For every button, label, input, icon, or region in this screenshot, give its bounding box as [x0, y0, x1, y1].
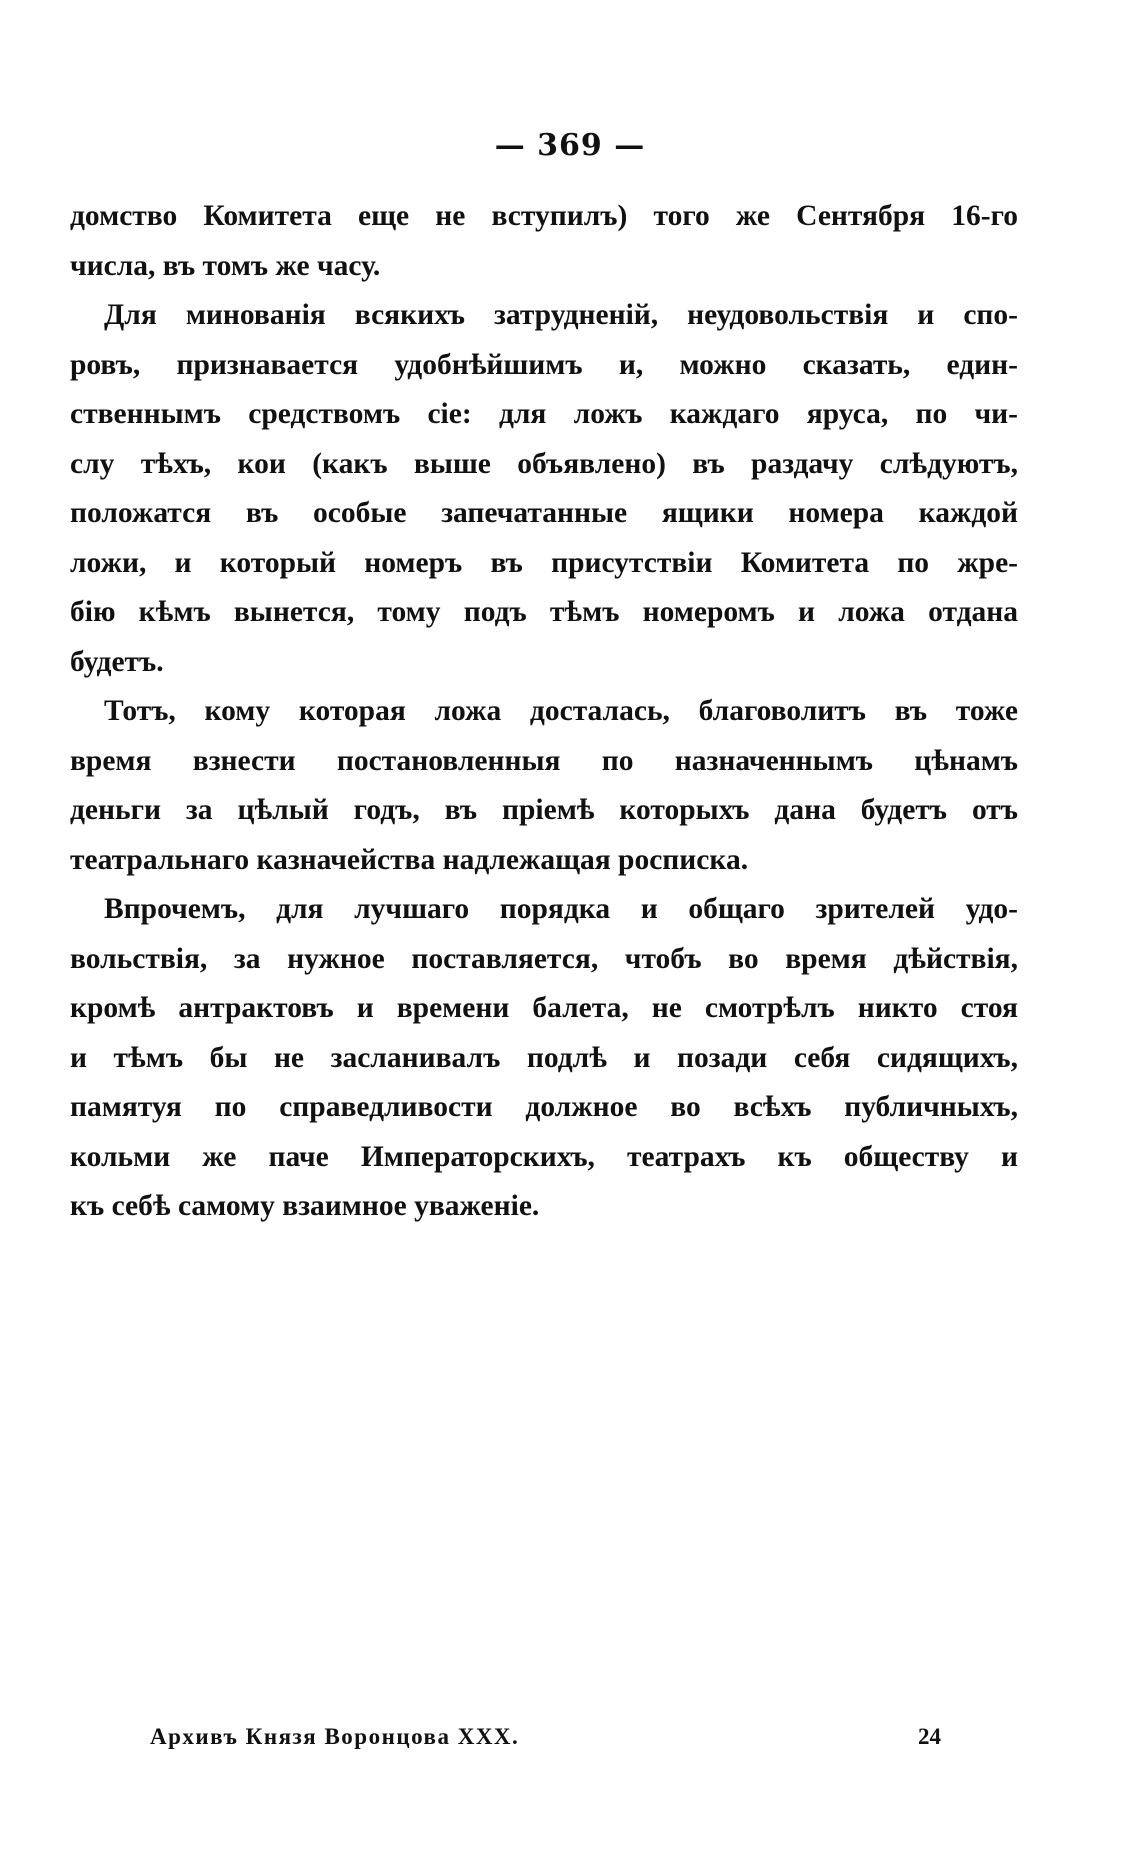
text-line: и тѣмъ бы не засланивалъ подлѣ и позади себя сидящихъ,	[70, 1041, 1018, 1074]
signature-mark: 24	[918, 1724, 941, 1749]
text-line: вольствія, за нужное поставляется, чтобъ во время дѣйствія,	[70, 942, 1018, 975]
text-line: кольми же паче Императорскихъ, театрахъ къ обществу и	[70, 1140, 1018, 1173]
paragraph	[70, 885, 1018, 1232]
text-line: положатся въ особые запечатанные ящики номера каждой	[70, 497, 1018, 529]
text-line: бію кѣмъ вынется, тому подъ тѣмъ номеромъ и ложа отдана	[70, 596, 1018, 628]
paragraph	[70, 687, 1018, 885]
text-line: Для минованія всякихъ затрудненій, неудовольствія и спо-	[104, 299, 1018, 331]
footer-title: Архивъ Князя Воронцова XXX.	[150, 1724, 520, 1749]
text-line: Тотъ, кому которая ложа досталась, благоволитъ въ тоже	[104, 695, 1018, 727]
text-line: будетъ.	[70, 645, 164, 678]
text-line: слу тѣхъ, кои (какъ выше объявлено) въ раздачу слѣдуютъ,	[70, 447, 1018, 480]
paragraph	[70, 291, 1018, 687]
text-line: ложи, и который номеръ въ присутствіи Комитета по жре-	[70, 546, 1018, 579]
page-number: — 369 —	[494, 128, 646, 163]
paragraph	[70, 192, 1018, 291]
text-line: домство Комитета еще не вступилъ) того же Сентября 16-го	[70, 200, 1018, 232]
text-line: театральнаго казначейства надлежащая росписка.	[70, 843, 749, 876]
text-line: къ себѣ самому взаимное уваженіе.	[70, 1190, 540, 1222]
text-line: время взнести постановленныя по назначеннымъ цѣнамъ	[70, 744, 1018, 777]
body-text	[70, 192, 1018, 1232]
text-line: Впрочемъ, для лучшаго порядка и общаго зрителей удо-	[104, 893, 1018, 925]
text-line: памятуя по справедливости должное во всѣхъ публичныхъ,	[70, 1091, 1018, 1123]
text-line: кромѣ антрактовъ и времени балета, не смотрѣлъ никто стоя	[70, 992, 1018, 1024]
text-line: деньги за цѣлый годъ, въ пріемѣ которыхъ дана будетъ отъ	[70, 794, 1018, 826]
text-line: числа, въ томъ же часу.	[70, 249, 381, 282]
text-line: ственнымъ средствомъ сіе: для ложъ каждаго яруса, по чи-	[70, 398, 1018, 430]
text-line: ровъ, признавается удобнѣйшимъ и, можно сказать, един-	[70, 348, 1018, 381]
